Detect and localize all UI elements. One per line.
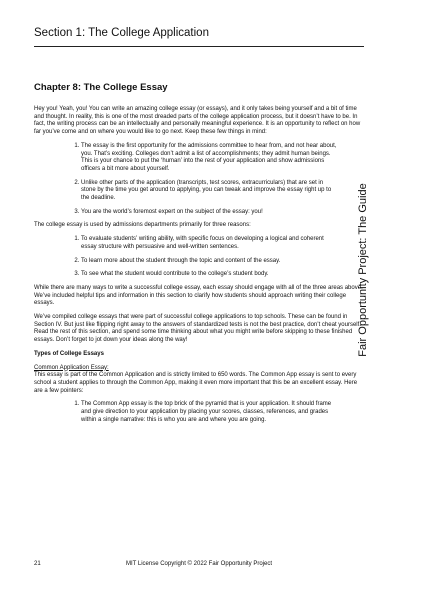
key-point-item: 2. Unlike other parts of the application (transcripts, test scores, extracurriculars) that are set in stone by the time you get around to applying, you can tweak and improve the essay right up to the deadline. — [81, 180, 364, 203]
header-divider — [34, 46, 364, 47]
copyright-notice: MIT License Copyright © 2022 Fair Opportunity Project — [125, 561, 273, 567]
chapter-title: Chapter 8: The College Essay — [34, 82, 168, 93]
ways-paragraph: While there are many ways to write a successful college essay, each essay should engage with all of the three areas above. We’ve included helpful tips and information in this section to clarify how students should approach writing their college essays. — [34, 284, 363, 307]
reasons-list — [34, 236, 364, 279]
reasons-intro: The college essay is used by admissions departments primarily for three reasons: — [34, 222, 251, 229]
reason-item: 3. To see what the student would contribute to the college’s student body. — [81, 271, 364, 279]
common-app-paragraph: This essay is part of the Common Application and is strictly limited to 650 words. The Common App essay is sent to every school a student applies to through the Common App, making it even more important that this be an excellent essay. Here are a few pointers: — [34, 372, 358, 394]
intro-paragraph: Hey you! Yeah, you! You can write an amazing college essay (or essays), and it only takes being yourself and a bit of time and thought. In reality, this is one of the most dreaded parts of the college application process, but it doesn’t have to be. In fact, the writing process can be an intellectually and personally meaningful experience. It is an opportunity to reflect on how far you’ve come and on where you would like to go next. Keep these few things in mind: — [34, 106, 361, 136]
key-points-list — [34, 143, 364, 217]
page-number: 21 — [34, 561, 41, 567]
page-footer — [34, 560, 364, 570]
pointer-item: 1. The Common App essay is the top brick of the pyramid that is your application. It should frame and give direction to your application by placing your scores, classes, references, and grades within a single narrative: this is who you are and where you are going. — [81, 401, 364, 424]
common-app-heading: Common Application Essay: — [34, 364, 109, 371]
key-point-item: 3. You are the world’s foremost expert on the subject of the essay: you! — [81, 209, 364, 217]
compiled-essays-paragraph: We’ve compiled college essays that were part of successful college applications to top schools. These can be found in Section IV. But just like flipping right away to the answers of standardized tests is not the best practice, don’t cheat yourself. Read the rest of this section, and spend some time thinking about what you might write before skipping to these finished essays. Don’t forget to jot down your ideas along the way! — [34, 314, 361, 344]
side-guide-label: Fair Opportunity Project: The Guide — [357, 183, 369, 357]
section-header-title: Section 1: The College Application — [34, 27, 209, 39]
reason-item: 2. To learn more about the student through the topic and content of the essay. — [81, 258, 364, 266]
reason-item: 1. To evaluate students’ writing ability, with specific focus on developing a logical and coherent essay structure with persuasive and well-written sentences. — [81, 236, 364, 251]
pointers-list — [34, 401, 364, 424]
key-point-item: 1. The essay is the first opportunity for the admissions committee to hear from, and not hear about, you. That’s exciting. Colleges don’t admit a list of accomplishments; they admit human beings. This is your chance to put the ‘human’ into the rest of your application and show admissions officers a bit more about yourself. — [81, 143, 364, 174]
chapter-content — [34, 82, 364, 431]
types-heading: Types of College Essays — [34, 350, 104, 357]
